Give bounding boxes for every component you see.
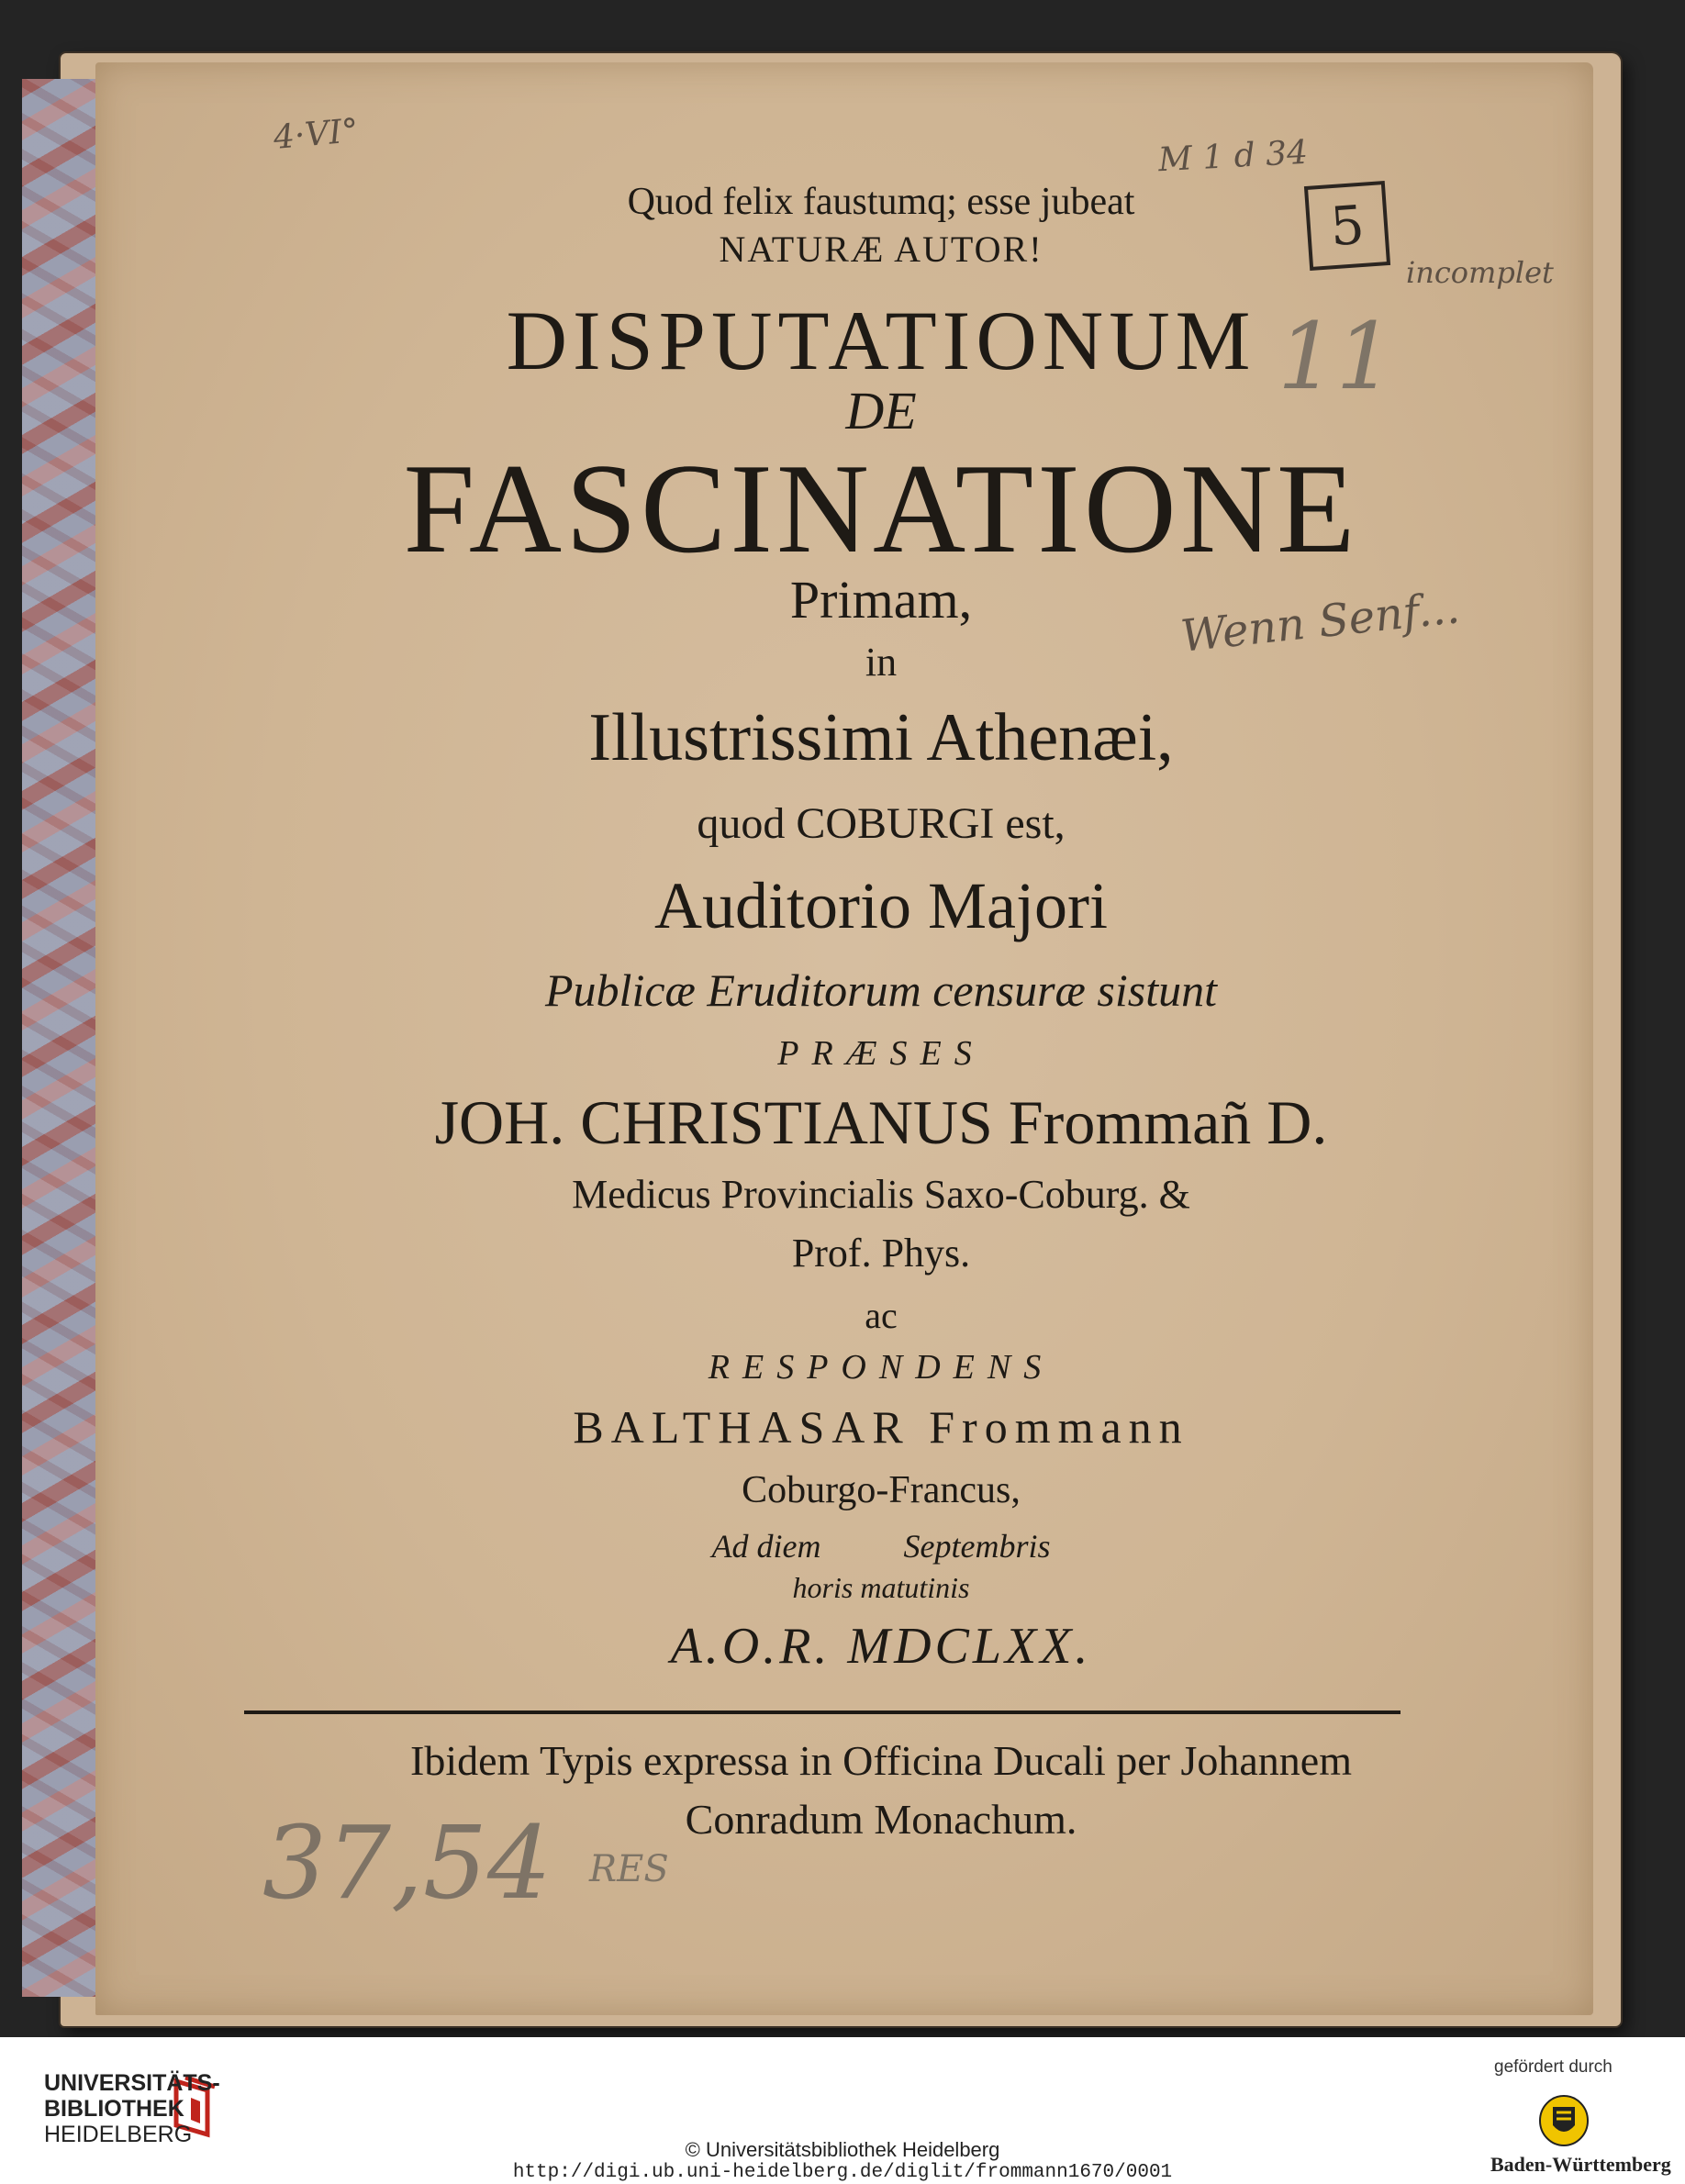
year-line: A.O.R. MDCLXX. — [670, 1618, 1092, 1675]
line-coburgi: quod COBURGI est, — [697, 799, 1066, 848]
imprint-line-2: Conradum Monachum. — [685, 1796, 1077, 1843]
annotation-eleven: 11 — [1278, 303, 1395, 410]
boxed-number: 5 — [1304, 181, 1390, 271]
shelfmark: 37,54 — [262, 1804, 552, 1922]
line-in: in — [865, 640, 898, 685]
library-name-line-3: HEIDELBERG — [44, 2122, 193, 2147]
sponsor-name: Baden-Württemberg — [1490, 2153, 1671, 2176]
praeses-name: JOH. CHRISTIANUS Frommañ D. — [434, 1087, 1328, 1157]
imprint-line-1: Ibidem Typis expressa in Officina Ducali per Johannem — [410, 1737, 1352, 1784]
line-ac: ac — [865, 1295, 898, 1336]
heading-disputationum: DISPUTATIONUM — [506, 294, 1256, 387]
praeses-label: PRÆSES — [777, 1034, 985, 1073]
line-auditorio: Auditorio Majori — [654, 869, 1108, 942]
line-athenaei: Illustrissimi Athenæi, — [588, 700, 1174, 775]
sponsor-label: gefördert durch — [1494, 2057, 1612, 2077]
copyright-notice: © Universitätsbibliothek Heidelberg — [685, 2138, 1000, 2161]
praeses-title-2: Prof. Phys. — [791, 1231, 971, 1276]
heading-de: DE — [845, 381, 917, 440]
horizontal-rule — [244, 1710, 1400, 1714]
annotation-top-right: M 1 d 34 — [1157, 133, 1309, 180]
hours-line: horis matutinis — [792, 1571, 970, 1604]
invocation-line-2: NATURÆ AUTOR! — [719, 228, 1043, 270]
library-name-line-2: BIBLIOTHEK — [44, 2096, 184, 2122]
permalink-url[interactable]: http://digi.ub.uni-heidelberg.de/diglit/frommann1670/0001 — [512, 2162, 1173, 2183]
library-name — [44, 2070, 220, 2147]
line-publicae: Publicæ Eruditorum censuræ sistunt — [545, 964, 1217, 1016]
line-primam: Primam, — [789, 570, 973, 630]
heading-fascinatione: FASCINATIONE — [403, 438, 1359, 580]
date-line: Ad diem Septembris — [711, 1528, 1051, 1565]
invocation-line-1: Quod felix faustumq; esse jubeat — [627, 181, 1135, 223]
annotation-cursive: Wenn Senf... — [1177, 582, 1463, 663]
praeses-title-1: Medicus Provincialis Saxo-Coburg. & — [572, 1172, 1190, 1217]
annotation-incomplete: incomplet — [1406, 255, 1554, 290]
annotation-top-left: 4·VI° — [272, 112, 361, 157]
respondens-name: BALTHASAR Frommann — [573, 1401, 1189, 1453]
respondens-origin: Coburgo-Francus, — [742, 1469, 1021, 1511]
library-name-line-1: UNIVERSITÄTS- — [44, 2070, 220, 2096]
annotation-res: RES — [589, 1848, 669, 1890]
respondens-label: RESPONDENS — [708, 1348, 1055, 1387]
